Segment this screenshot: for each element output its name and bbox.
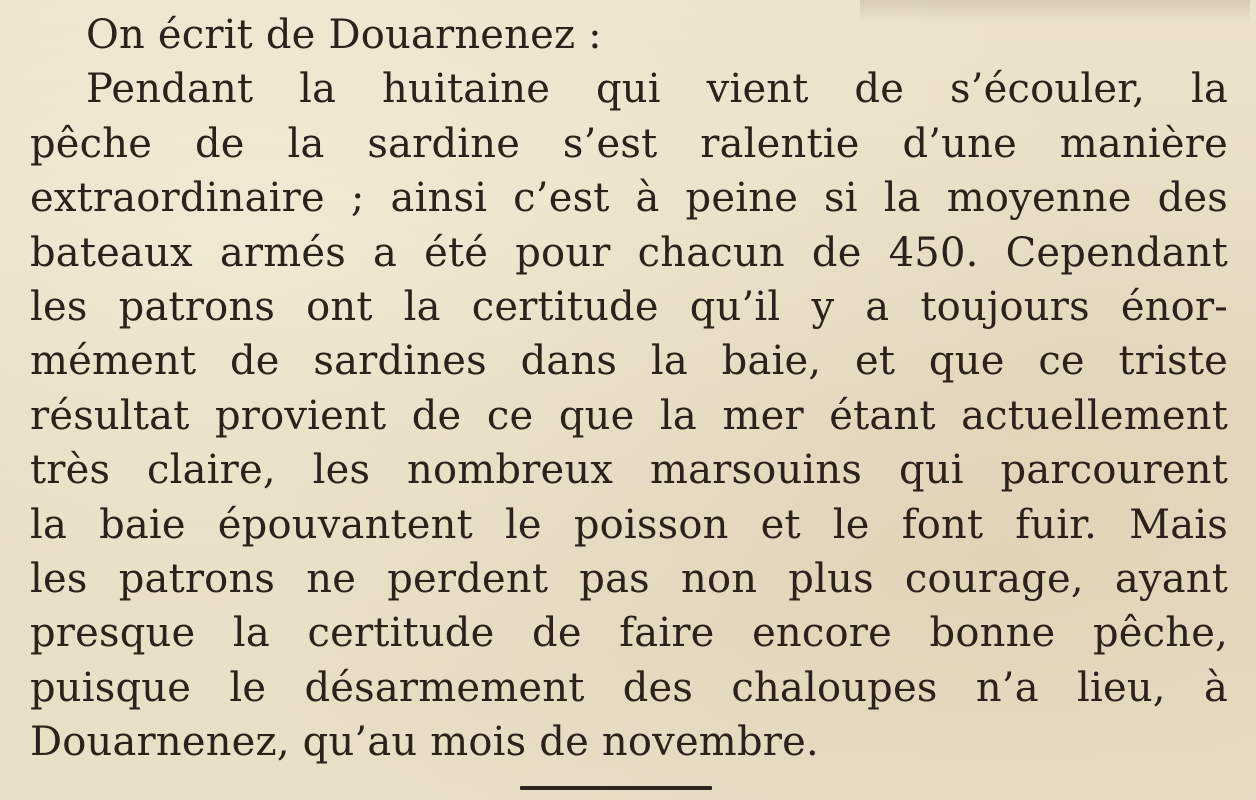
article-line-9: la baie épouvantent le poisson et le font fuir. Mais	[30, 501, 1228, 548]
article-line-10: les patrons ne perdent pas non plus courage, ayant	[30, 555, 1228, 602]
article-line-1: Pendant la huitaine qui vient de s’écouler, la	[86, 66, 1228, 113]
article-block	[30, 8, 1228, 769]
article-line-2: pêche de la sardine s’est ralentie d’une manière	[30, 120, 1228, 167]
article-line-11: presque la certitude de faire encore bonne pêche,	[30, 610, 1228, 657]
article-line-8: très claire, les nombreux marsouins qui parcourent	[30, 447, 1228, 494]
article-line-4: bateaux armés a été pour chacun de 450. Cependant	[30, 229, 1228, 276]
article-line-12: puisque le désarmement des chaloupes n’a lieu, à	[30, 664, 1228, 711]
article-line-5: les patrons ont la certitude qu’il y a toujours énor-	[30, 283, 1228, 330]
section-divider-rule	[520, 786, 712, 790]
article-line-3: extraordinaire ; ainsi c’est à peine si la moyenne des	[30, 175, 1228, 222]
article-line-6: mément de sardines dans la baie, et que ce triste	[30, 338, 1228, 385]
article-line-7: résultat provient de ce que la mer étant actuellement	[30, 392, 1228, 439]
article-heading: On écrit de Douarnenez :	[86, 12, 602, 58]
article-line-13: Douarnenez, qu’au mois de novembre.	[30, 719, 819, 766]
